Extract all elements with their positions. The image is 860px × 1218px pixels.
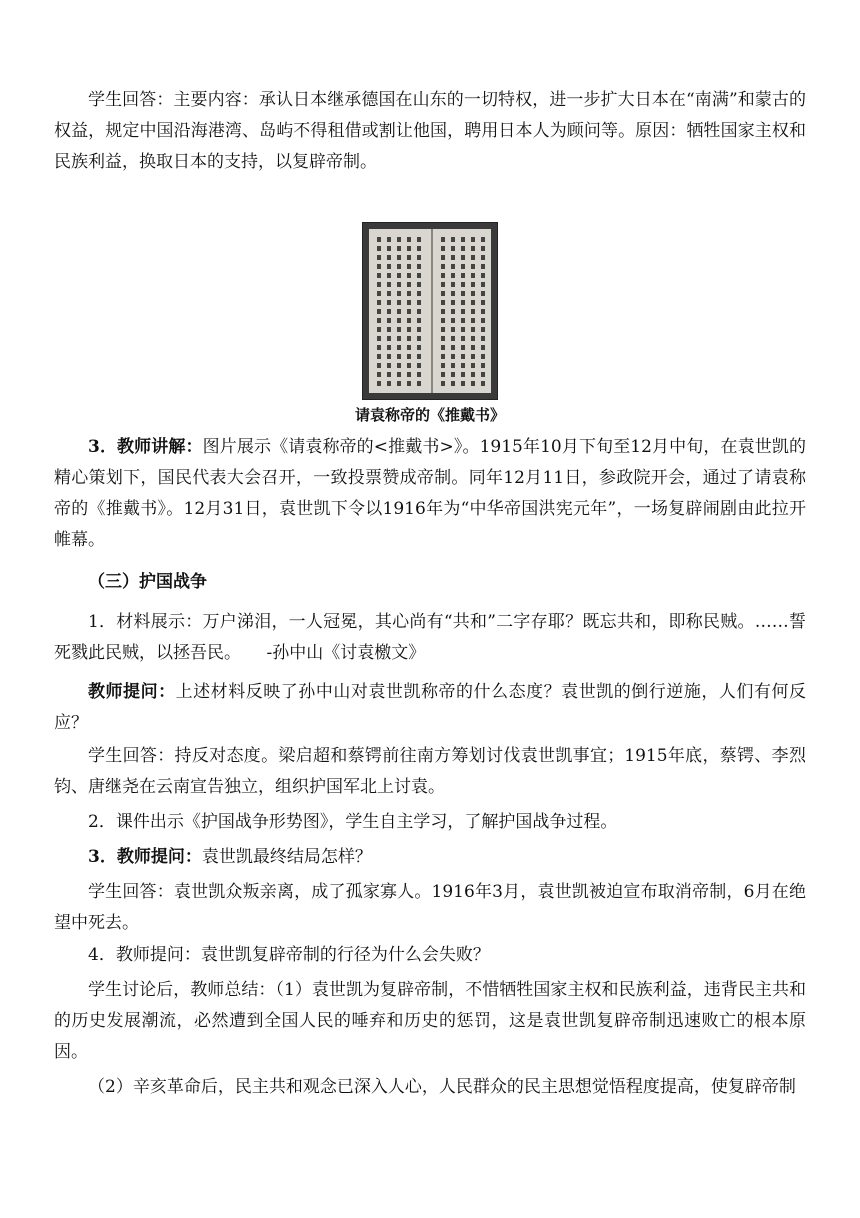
photo-fold xyxy=(431,229,433,393)
photo-text-column xyxy=(461,237,465,387)
photo-text-column xyxy=(471,237,475,387)
section-heading-huguo-war: （三）护国战争 xyxy=(88,572,207,592)
paragraph-teacher-question-1 xyxy=(54,677,806,739)
teacher-explain-label: 3．教师讲解： xyxy=(88,437,203,457)
tuidaishu-photo xyxy=(362,222,498,400)
photo-text-column xyxy=(417,237,421,387)
teacher-question-label: 3．教师提问： xyxy=(88,847,202,867)
teacher-question-label: 教师提问： xyxy=(88,682,176,702)
photo-text-column xyxy=(387,237,391,387)
photo-text-column xyxy=(377,237,381,387)
paragraph-courseware: 2．课件出示《护国战争形势图》，学生自主学习，了解护国战争过程。 xyxy=(88,812,618,832)
teacher-question-text: 袁世凯最终结局怎样？ xyxy=(201,847,372,867)
paragraph-teacher-summary: 学生讨论后，教师总结：（1）袁世凯为复辟帝制，不惜牺牲国家主权和民族利益，违背民主共和的历史发展潮流，必然遭到全国人民的唾弃和历史的惩罚，这是袁世凯复辟帝制迅速败亡的根本原因。 xyxy=(54,980,806,1062)
photo-text-column xyxy=(441,237,445,387)
paragraph-student-answer-2: 学生回答：持反对态度。梁启超和蔡锷前往南方筹划讨伐袁世凯事宜；1915年底，蔡锷、李烈钧、唐继尧在云南宣告独立，组织护国军北上讨袁。 xyxy=(54,746,806,797)
photo-text-column xyxy=(397,237,401,387)
paragraph-teacher-explain xyxy=(54,432,806,556)
paragraph-student-answer-3: 学生回答：袁世凯众叛亲离，成了孤家寡人。1916年3月，袁世凯被迫宣布取消帝制，6月在绝望中死去。 xyxy=(54,882,806,933)
paragraph-summary-point-2: （2）辛亥革命后，民主共和观念已深入人心，人民群众的民主思想觉悟程度提高，使复辟帝制 xyxy=(88,1077,796,1097)
photo-text-column xyxy=(407,237,411,387)
paragraph-student-answer-1: 学生回答：主要内容：承认日本继承德国在山东的一切特权，进一步扩大日本在“南满”和蒙古的权益，规定中国沿海港湾、岛屿不得租借或割让他国，聘用日本人为顾问等。原因：牺牲国家主权和民族利益，换取日本的支持，以复辟帝制。 xyxy=(54,90,806,172)
paragraph-teacher-question-2 xyxy=(54,842,806,873)
paragraph-teacher-question-3: 4．教师提问：袁世凯复辟帝制的行径为什么会失败？ xyxy=(88,945,490,965)
teacher-explain-text: 图片展示《请袁称帝的<推戴书>》。1915年10月下旬至12月中旬，在袁世凯的精心策划下，国民代表大会召开，一致投票赞成帝制。同年12月11日，参政院开会，通过了请袁称帝的《推戴书》。12月31日，袁世凯下令以1916年为“中华帝国洪宪元年”，一场复辟闹剧由此拉开帷幕。 xyxy=(54,437,806,550)
photo-text-column xyxy=(481,237,485,387)
paragraph-material-display: 1．材料展示：万户涕泪，一人冠冕，其心尚有“共和”二字存耶？既忘共和，即称民贼。……誓死戮此民贼，以拯吾民。 -孙中山《讨袁檄文》 xyxy=(54,612,806,663)
teacher-question-text: 上述材料反映了孙中山对袁世凯称帝的什么态度？袁世凯的倒行逆施，人们有何反应？ xyxy=(54,682,806,733)
figure-caption: 请袁称帝的《推戴书》 xyxy=(354,406,505,424)
photo-text-column xyxy=(451,237,455,387)
